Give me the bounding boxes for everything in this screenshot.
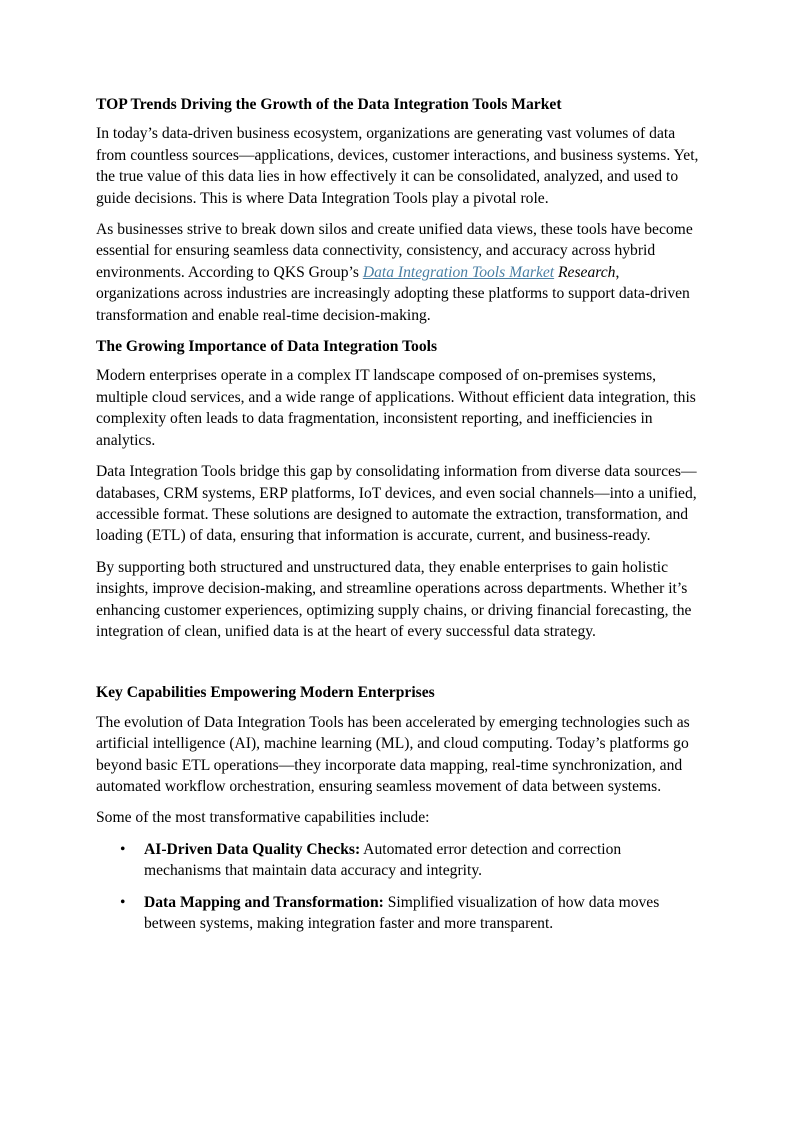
list-item bbox=[120, 892, 700, 935]
research-italic-text: Research bbox=[554, 263, 616, 281]
importance-paragraph-2: Data Integration Tools bridge this gap by consolidating information from diverse data sources—databases, CRM systems, ERP platforms, IoT devices, and even social channels—into a unified, accessible format. These solutions are designed to automate the extraction, transformation, and loading (ETL) of data, ensuring that information is accurate, current, and business-ready. bbox=[96, 463, 697, 545]
capabilities-paragraph-1: The evolution of Data Integration Tools has been accelerated by emerging technologies such as artificial intelligence (AI), machine learning (ML), and cloud computing. Today’s platforms go beyond basic ETL operations—they incorporate data mapping, real-time synchronization, and automated workflow orchestration, ensuring seamless movement of data between systems. bbox=[96, 713, 690, 795]
list-item-label: Data Mapping and Transformation: bbox=[144, 893, 384, 911]
document-page bbox=[96, 94, 700, 944]
importance-paragraph-1: Modern enterprises operate in a complex IT landscape composed of on-premises systems, multiple cloud services, and a wide range of applications. Without efficient data integration, this complexity often leads to data fragmentation, inconsistent reporting, and inefficiencies in analytics. bbox=[96, 367, 696, 449]
section-heading-capabilities: Key Capabilities Empowering Modern Enterprises bbox=[96, 684, 435, 702]
capabilities-list bbox=[96, 839, 700, 935]
bullet-icon: • bbox=[120, 893, 126, 911]
importance-paragraph-3: By supporting both structured and unstructured data, they enable enterprises to gain holistic insights, improve decision-making, and streamline operations across departments. Whether it’s enhancing customer experiences, optimizing supply chains, or driving financial forecasting, the integration of clean, unified data is at the heart of every successful data strategy. bbox=[96, 558, 692, 640]
list-item-text: Automated error detection and correction mechanisms that maintain data accuracy and integrity. bbox=[144, 840, 622, 880]
section-heading-importance: The Growing Importance of Data Integration Tools bbox=[96, 338, 438, 356]
intro-paragraph-2-text: As businesses strive to break down silos and create unified data views, these tools have become essential for ensuring seamless data connectivity, consistency, and accuracy across hybrid environments. According to QKS Group’s bbox=[96, 221, 693, 281]
market-research-link[interactable]: Data Integration Tools Market bbox=[362, 263, 555, 281]
bullet-icon: • bbox=[120, 840, 126, 858]
intro-paragraph-2-tail: , organizations across industries are increasingly adopting these platforms to support data-driven transformation and enable real-time decision-making. bbox=[96, 263, 690, 324]
list-item bbox=[120, 839, 700, 882]
intro-paragraph-2 bbox=[96, 219, 700, 326]
section-spacer bbox=[96, 652, 700, 682]
capabilities-paragraph-2: Some of the most transformative capabilities include: bbox=[96, 809, 430, 827]
document-title: TOP Trends Driving the Growth of the Data Integration Tools Market bbox=[96, 96, 562, 113]
list-item-text: Simplified visualization of how data moves between systems, making integration faster and more transparent. bbox=[144, 893, 660, 932]
list-item-label: AI-Driven Data Quality Checks: bbox=[144, 840, 361, 858]
intro-paragraph-1: In today’s data-driven business ecosystem, organizations are generating vast volumes of data from countless sources—applications, devices, customer interactions, and business systems. Yet, the true value of this data lies in how effectively it can be consolidated, analyzed, and used to guide decisions. This is where Data Integration Tools play a pivotal role. bbox=[96, 125, 699, 207]
